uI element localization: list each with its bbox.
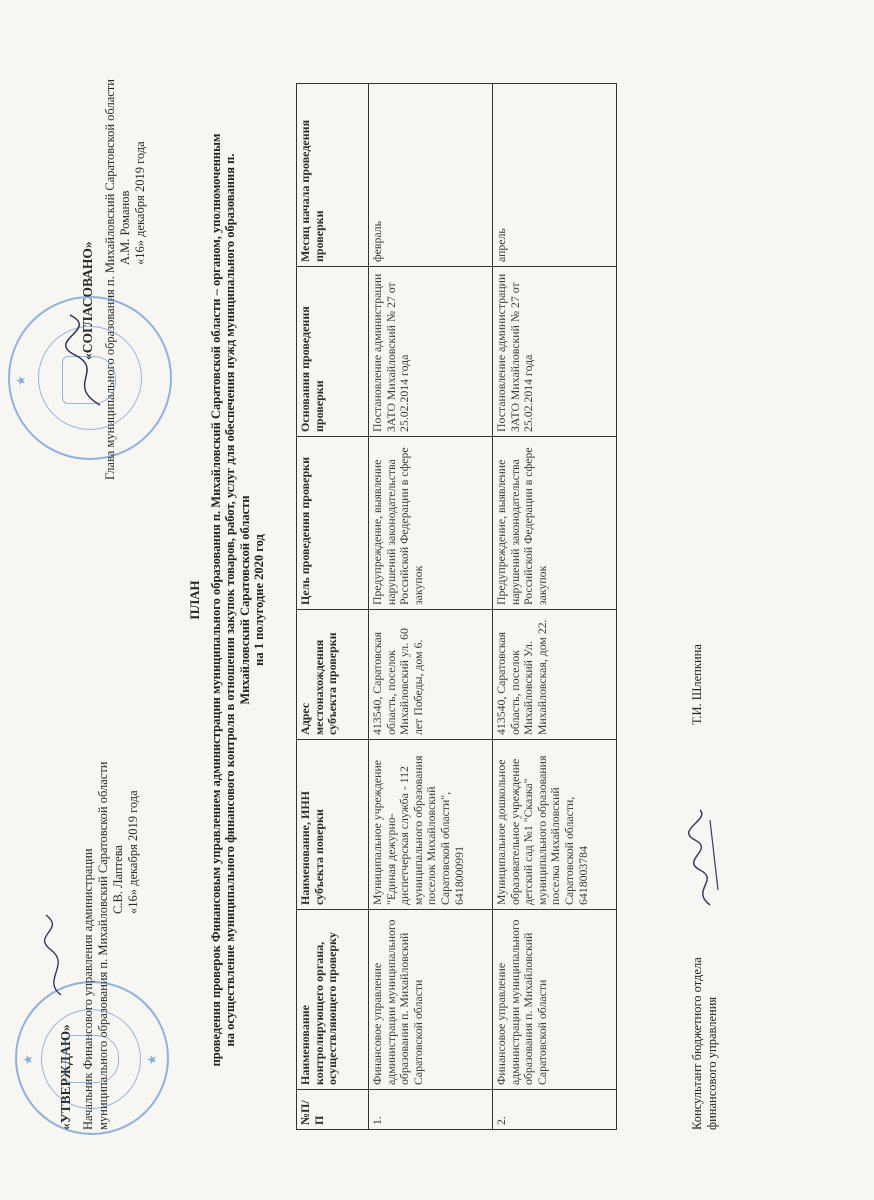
cell-number: 1. <box>369 1090 493 1130</box>
finance-department-stamp: ★ ★ <box>15 981 169 1135</box>
cell-goal: Предупреждение, выявление нарушений законодательства Российской Федерации в сфере закупок <box>369 437 493 610</box>
header-organ: Наименование контролирующего органа, осуществляющего проверку <box>297 910 369 1090</box>
header-address: Адрес местонахождения субъекта проверки <box>297 610 369 740</box>
agreement-title: «СОГЛАСОВАНО» <box>80 241 95 360</box>
cell-number: 2. <box>493 1090 617 1130</box>
cell-address: 413540, Саратовская область, поселок Михайловский ул. 60 лет Победы, дом 6. <box>369 610 493 740</box>
cell-month: февраль <box>369 84 493 267</box>
approval-signature <box>36 910 76 1000</box>
cell-basis: Постановление администрации ЗАТО Михайловский № 27 от 25.02.2014 года <box>369 267 493 437</box>
header-number: №П/П <box>297 1090 369 1130</box>
approval-position-line2: муниципального образования п. Михайловский Саратовской области <box>96 761 110 1130</box>
approval-date: «16» декабря 2019 года <box>126 790 140 914</box>
header-subject: Наименование, ИНН субъекта поверки <box>297 740 369 910</box>
approval-signer: С.В. Лаптева <box>111 845 125 914</box>
table-header-row <box>297 84 369 1130</box>
plan-heading <box>188 0 267 1200</box>
footer-signer: Т.И. Шлепкина <box>690 644 704 725</box>
agreement-signer: А.М. Романов <box>118 190 132 265</box>
administration-stamp: ★ <box>8 296 172 460</box>
cell-month: апрель <box>493 84 617 267</box>
inspection-plan-table <box>296 83 617 1130</box>
plan-subtitle-line2: на осуществление муниципального финансового контроля в отношении закупок товаров, работ, услуг для обеспечения нужд муниципального образования п. <box>223 153 237 1047</box>
cell-address: 413540, Саратовская область, поселок Михайловский Ул. Михайловская, дом 22. <box>493 610 617 740</box>
approval-position-line1: Начальник Финансового управления администрации <box>81 848 95 1130</box>
consultant-signature <box>680 800 730 910</box>
plan-title: ПЛАН <box>187 580 202 620</box>
agreement-signature <box>60 310 110 410</box>
header-month: Месяц начала проведения проверки <box>297 84 369 267</box>
table-row <box>369 84 493 1130</box>
header-goal: Цель проведения проверки <box>297 437 369 610</box>
cell-goal: Предупреждение, выявление нарушений законодательства Российской Федерации в сфере закупок <box>493 437 617 610</box>
cell-subject: Муниципальное учреждение "Единая дежурно-диспетчерская служба - 112 муниципального образования поселок Михайловский Саратовской области", 6418000991 <box>369 740 493 910</box>
cell-organ: Финансовое управление администрации муниципального образования п. Михайловский Саратовской области <box>369 910 493 1090</box>
footer-position-line1: Консультант бюджетного отдела <box>690 957 704 1130</box>
cell-subject: Муниципальное дошкольное образовательное учреждение детский сад №1 "Сказка" муниципального образования поселка Михайловский Саратовской области, 6418003784 <box>493 740 617 910</box>
agreement-position: Глава муниципального образования п. Михайловский Саратовской области <box>103 79 117 480</box>
plan-period: на 1 полугодие 2020 год <box>252 534 266 666</box>
approval-title: «УТВЕРЖДАЮ» <box>58 1024 73 1130</box>
footer-position-line2: финансового управления <box>705 996 719 1130</box>
cell-basis: Постановление администрации ЗАТО Михайловский № 27 от 25.02.2014 года <box>493 267 617 437</box>
plan-subtitle-line1: проведения проверок Финансовым управлением администрации муниципального образования п. Михайловский Саратовской области – органом, уполномоченным <box>208 133 223 1067</box>
table-row <box>493 84 617 1130</box>
cell-organ: Финансовое управление администрации муниципального образования п. Михайловский Саратовской области <box>493 910 617 1090</box>
header-basis: Основания проведения проверки <box>297 267 369 437</box>
plan-subtitle-line3: Михайловский Саратовской области <box>237 495 252 705</box>
agreement-date: «16» декабря 2019 года <box>133 141 147 265</box>
